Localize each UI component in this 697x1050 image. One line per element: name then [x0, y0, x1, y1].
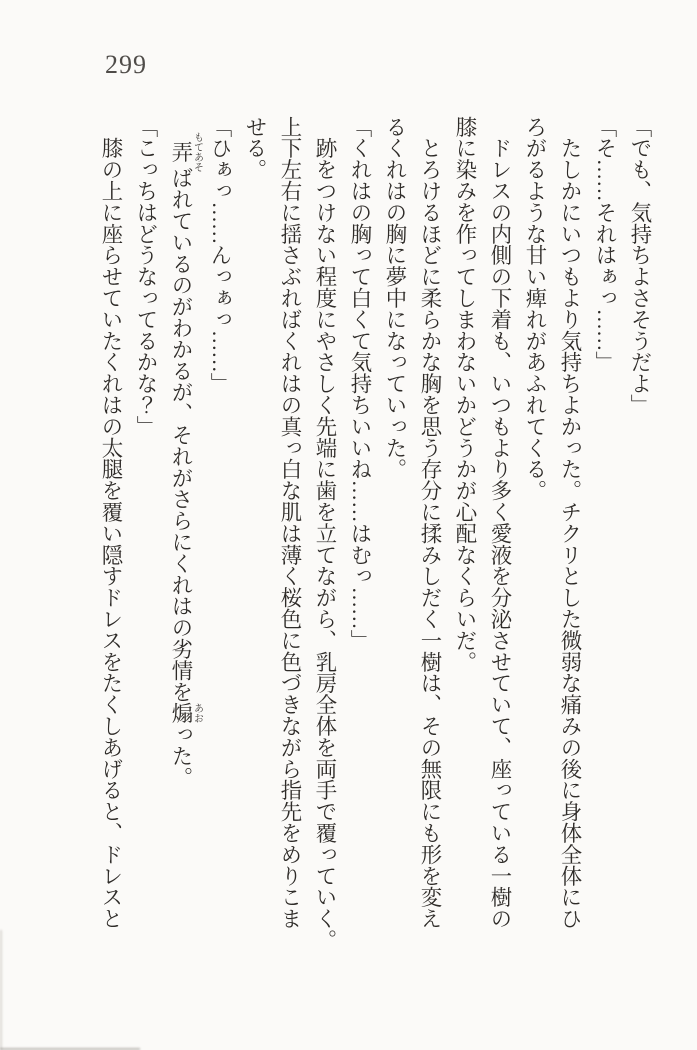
text-column: 膝に染みを作ってしまわないかどうかが心配なくらいだ。 — [453, 116, 477, 673]
page-number: 299 — [105, 50, 147, 79]
text-column: るくれはの胸に夢中になっていった。 — [383, 116, 407, 480]
text-column: 「こっちはどうなってるかな？」 — [134, 116, 158, 437]
text-column: 上下左右に揺さぶればくれはの真っ白な肌は薄く桜色に色づきながら指先をめりこま — [278, 116, 302, 930]
text-column: 跡をつけない程度にやさしく先端に歯を立てながら、乳房全体を両手で覆っていく。 — [313, 116, 337, 951]
text-column: 「でも、気持ちよさそうだよ」 — [628, 116, 652, 416]
text-column: とろけるほどに柔らかな胸を思う存分に揉みしだく一樹は、その無限にも形を変え — [418, 116, 442, 930]
text-column: ドレスの内側の下着も、いつもより多く愛液を分泌させていて、座っている一樹の — [488, 116, 512, 930]
text-column: 「そ……それはぁっ……」 — [593, 116, 617, 373]
scan-edge-left — [0, 930, 2, 1050]
text-column: 膝の上に座らせていたくれはの太腿を覆い隠すドレスをたくしあげると、ドレスと — [99, 116, 123, 930]
text-column: せる。 — [243, 116, 267, 181]
text-column: 「くれはの胸って白くて気持ちいいね……はむっ……」 — [348, 116, 372, 651]
text-block — [93, 116, 657, 951]
text-column: ろがるような甘い痺れがあふれてくる。 — [523, 116, 547, 502]
text-column: たしかにいつもより気持ちよかった。チクリとした微弱な痛みの後に身体全体にひ — [558, 116, 582, 930]
text-column: 「ひぁっ……んっぁっ……」 — [208, 116, 232, 395]
text-column: 弄もてあそばれているのがわかるが、それがさらにくれはの劣情を煽あおった。 — [169, 132, 203, 789]
